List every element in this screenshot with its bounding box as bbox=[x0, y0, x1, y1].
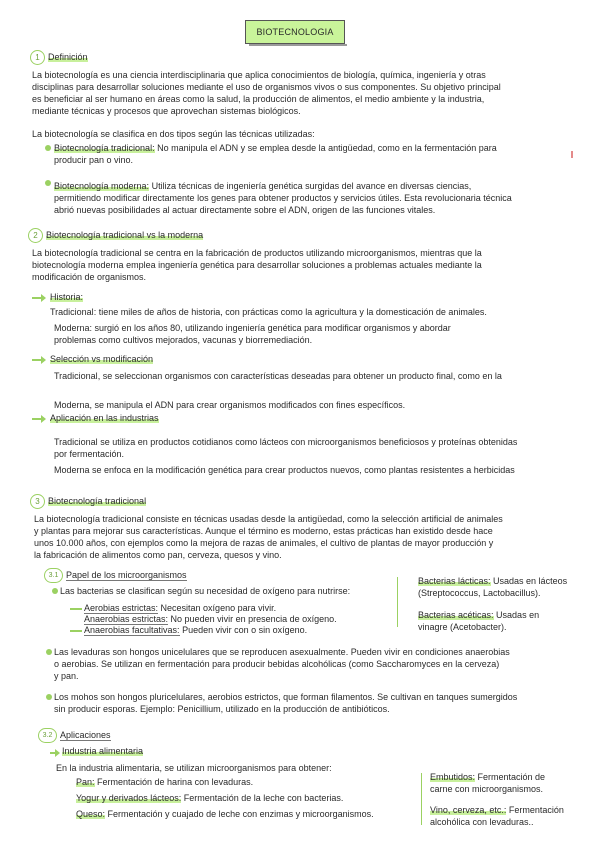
bracket-line bbox=[397, 577, 398, 627]
list-item: Tradicional se utiliza en productos cotidianos como lácteos con microorganismos beneficiosos y proteínas obtenidas bbox=[54, 437, 518, 447]
paragraph-line: La biotecnología tradicional consiste en técnicas usadas desde la antigüedad, como la selección artificial de animales bbox=[34, 514, 503, 524]
section-heading: Biotecnología tradicional vs la moderna bbox=[46, 230, 204, 240]
list-item: Aerobias estrictas: Necesitan oxígeno para vivir. bbox=[84, 603, 277, 613]
subsection-heading: Selección vs modificación bbox=[50, 354, 154, 364]
list-item: Anaerobias estrictas: No pueden vivir en presencia de oxígeno. bbox=[84, 614, 337, 624]
list-item-line: o aerobias. Se utilizan en fermentación para producir bebidas alcohólicas (como Saccharomyces en la cerveza) bbox=[54, 659, 500, 669]
list-item: Biotecnología moderna: Utiliza técnicas de ingeniería genética surgidas del avance en diversas ciencias, bbox=[54, 181, 472, 191]
paragraph-line: mediante técnicas y procesos que aprovechan sistemas biológicos. bbox=[32, 106, 301, 116]
list-item: Las levaduras son hongos unicelulares que se reproducen asexualmente. Pueden vivir en condiciones anaerobias bbox=[54, 647, 510, 657]
paragraph-line: unos 10.000 años, con ejemplos como la mejora de razas de animales, el cultivo de plantas de mayor producción y bbox=[34, 538, 494, 548]
list-item: Yogur y derivados lácteos: Fermentación de la leche con bacterias. bbox=[76, 793, 344, 803]
section-number-badge: 3 bbox=[30, 494, 45, 509]
subsection-number-badge: 3.2 bbox=[38, 728, 57, 743]
list-item-line: problemas como cultivos mejorados, vacunas y biorremediación. bbox=[54, 335, 313, 345]
list-item: Pan: Fermentación de harina con levaduras. bbox=[76, 777, 254, 787]
side-note: Bacterias lácticas: Usadas en lácteos bbox=[418, 576, 568, 586]
arrow-icon bbox=[32, 418, 44, 420]
bullet-dot bbox=[46, 649, 52, 655]
subsection-heading: Aplicaciones bbox=[60, 730, 111, 740]
side-note: Vino, cerveza, etc.: Fermentación bbox=[430, 805, 564, 815]
paragraph-line: es beneficiar al ser humano en áreas como la salud, la producción de alimentos, el medio ambiente y la industria, bbox=[32, 94, 485, 104]
side-note-line: (Streptococcus, Lactobacillus). bbox=[418, 588, 541, 598]
list-item: Anaerobias facultativas: Pueden vivir con o sin oxígeno. bbox=[84, 625, 308, 635]
list-item-line: y pan. bbox=[54, 671, 79, 681]
arrow-icon bbox=[32, 359, 44, 361]
list-item: Moderna, se manipula el ADN para crear organismos modificados con fines específicos. bbox=[54, 400, 406, 410]
side-note: Bacterias acéticas: Usadas en bbox=[418, 610, 540, 620]
subsection-heading: Historia: bbox=[50, 292, 84, 302]
side-note-line: vinagre (Acetobacter). bbox=[418, 622, 507, 632]
list-item-line: por fermentación. bbox=[54, 449, 125, 459]
list-item: Tradicional: tiene miles de años de historia, con prácticas como la agricultura y la domesticación de animales. bbox=[50, 307, 487, 317]
bullet-dot bbox=[45, 145, 51, 151]
section-heading: Definición bbox=[48, 52, 88, 62]
list-item: Tradicional, se seleccionan organismos con características deseadas para obtener un producto final, como en la bbox=[54, 371, 502, 381]
paragraph-line: La biotecnología tradicional se centra en la fabricación de productos utilizando microorganismos, mientras que la bbox=[32, 248, 482, 258]
list-item-line: permitiendo modificar directamente los genes para obtener productos y servicios útiles. Esta revolucionaria técnica bbox=[54, 193, 512, 203]
bullet-dot bbox=[52, 588, 58, 594]
paragraph-line: La biotecnología es una ciencia interdisciplinaria que aplica conocimientos de biología, química, ingeniería y otras bbox=[32, 70, 486, 80]
list-item: Queso: Fermentación y cuajado de leche con enzimas y microorganismos. bbox=[76, 809, 374, 819]
list-item-line: abrió nuevas posibilidades al actuar directamente sobre el ADN, origen de las funciones vitales. bbox=[54, 205, 436, 215]
list-item-line: producir pan o vino. bbox=[54, 155, 134, 165]
paragraph-line: la fabricación de alimentos como pan, cerveza, quesos y vino. bbox=[34, 550, 282, 560]
subsection-heading: Papel de los microorganismos bbox=[66, 570, 187, 580]
arrow-icon bbox=[32, 297, 44, 299]
subsection-number-badge: 3.1 bbox=[44, 568, 63, 583]
list-item: Moderna: surgió en los años 80, utilizando ingeniería genética para modificar organismos y abordar bbox=[54, 323, 451, 333]
arrow-icon bbox=[50, 752, 58, 754]
paragraph-line: disciplinas para desarrollar soluciones mediante el uso de organismos vivos o sus componentes. Su objetivo principal bbox=[32, 82, 501, 92]
subsection-heading: Aplicación en las industrias bbox=[50, 413, 159, 423]
paragraph-line: La biotecnología se clasifica en dos tipos según las técnicas utilizadas: bbox=[32, 129, 315, 139]
paragraph-line: modificación de organismos. bbox=[32, 272, 147, 282]
section-number-badge: 2 bbox=[28, 228, 43, 243]
side-note-line: carne con microorganismos. bbox=[430, 784, 544, 794]
dash-icon bbox=[70, 608, 82, 610]
side-note-line: alcohólica con levaduras.. bbox=[430, 817, 534, 827]
dash-icon bbox=[70, 630, 82, 632]
paragraph-line: En la industria alimentaria, se utilizan microorganismos para obtener: bbox=[56, 763, 332, 773]
subsection-heading: Industria alimentaria bbox=[62, 746, 144, 756]
bracket-line bbox=[421, 773, 422, 825]
paragraph-line: y plantas para mejorar sus características. Aunque el término es moderno, estas prácticas han existido desde hace bbox=[34, 526, 493, 536]
list-item: Moderna se enfoca en la modificación genética para crear productos nuevos, como plantas resistentes a herbicidas bbox=[54, 465, 515, 475]
list-item: Los mohos son hongos pluricelulares, aerobios estrictos, que forman filamentos. Se cultivan en tanques sumergidos bbox=[54, 692, 518, 702]
section-number-badge: 1 bbox=[30, 50, 45, 65]
section-heading: Biotecnología tradicional bbox=[48, 496, 147, 506]
list-item: Las bacterias se clasifican según su necesidad de oxígeno para nutrirse: bbox=[60, 586, 351, 596]
bullet-dot bbox=[45, 180, 51, 186]
paragraph-line: biotecnología moderna emplea ingeniería genética para desarrollar soluciones a problemas actuales mediante la bbox=[32, 260, 482, 270]
page-title: BIOTECNOLOGIA bbox=[245, 20, 345, 44]
list-item: Biotecnología tradicional: No manipula el ADN y se emplea desde la antigüedad, como en la fermentación para bbox=[54, 143, 497, 153]
margin-mark bbox=[571, 151, 573, 158]
side-note: Embutidos: Fermentación de bbox=[430, 772, 546, 782]
list-item-line: sin producir esporas. Ejemplo: Penicillium, utilizado en la producción de antibióticos. bbox=[54, 704, 390, 714]
bullet-dot bbox=[46, 694, 52, 700]
